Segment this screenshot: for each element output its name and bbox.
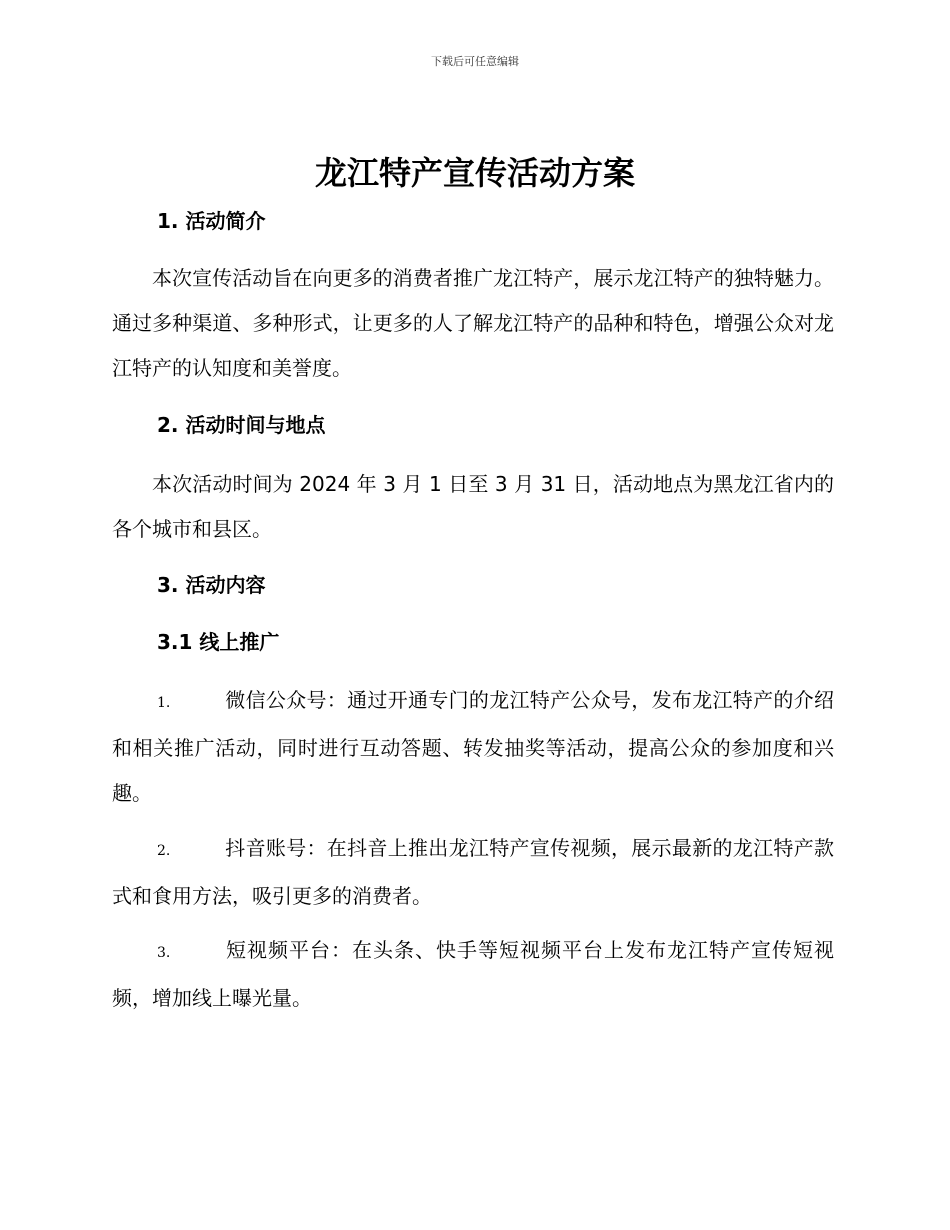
- section-body-intro: 本次宣传活动旨在向更多的消费者推广龙江特产，展示龙江特产的独特魅力。通过多种渠道、多种形式，让更多的人了解龙江特产的品种和特色，增强公众对龙江特产的认知度和美誉度。: [112, 266, 834, 380]
- list-item-text: 微信公众号：通过开通专门的龙江特产公众号，发布龙江特产的介绍和相关推广活动，同时进行互动答题、转发抽奖等活动，提高公众的参加度和兴趣。: [112, 688, 834, 805]
- list-item-text: 短视频平台：在头条、快手等短视频平台上发布龙江特产宣传短视频，增加线上曝光量。: [112, 938, 834, 1010]
- list-item-number: 1.: [157, 695, 171, 711]
- section-heading-time-place: 2. 活动时间与地点: [157, 413, 326, 437]
- section-heading-intro: 1. 活动简介: [157, 209, 266, 233]
- list-item: [112, 678, 834, 816]
- list-item: [112, 826, 834, 919]
- section-body-time-place: 本次活动时间为 2024 年 3 月 1 日至 3 月 31 日，活动地点为黑龙江省内的各个城市和县区。: [112, 472, 834, 541]
- list-item-number: 3.: [157, 945, 171, 961]
- list-item-text: 抖音账号：在抖音上推出龙江特产宣传视频，展示最新的龙江特产款式和食用方法，吸引更多的消费者。: [112, 836, 834, 908]
- header-note: 下载后可任意编辑: [431, 55, 519, 68]
- list-item: [112, 928, 834, 1021]
- subsection-heading-online: 3.1 线上推广: [157, 630, 280, 654]
- document-title: 龙江特产宣传活动方案: [314, 154, 635, 192]
- list-item-number: 2.: [157, 843, 171, 859]
- section-heading-content: 3. 活动内容: [157, 573, 266, 597]
